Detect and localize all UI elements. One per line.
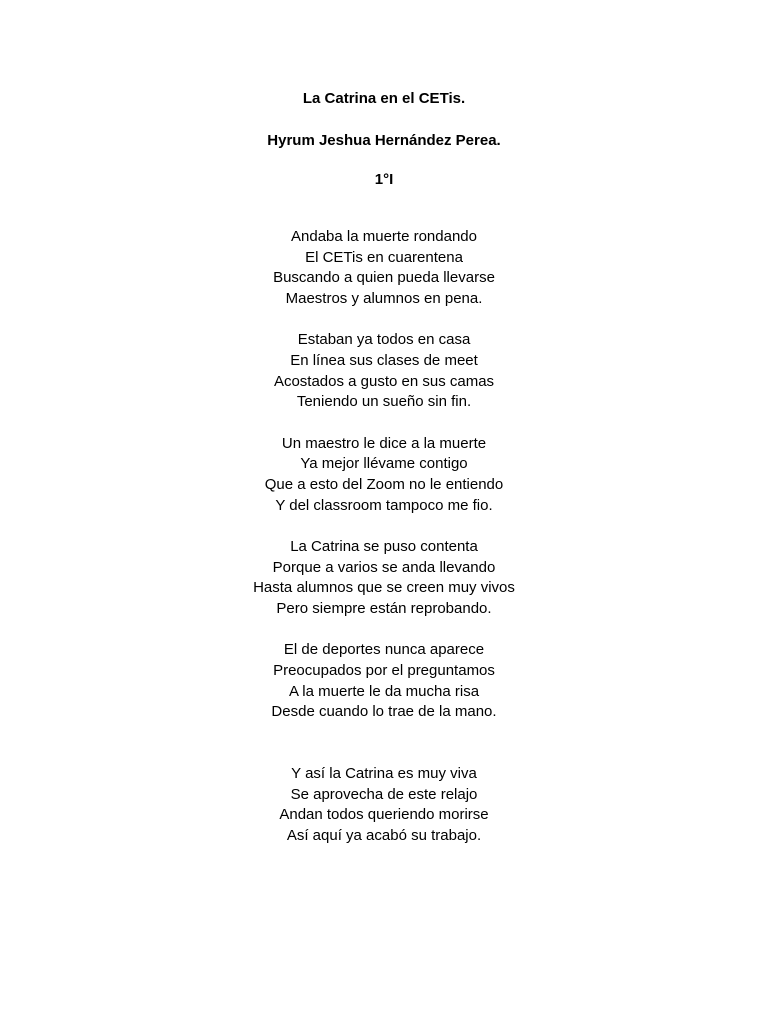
stanza [0,537,768,620]
poem-line: Se aprovecha de este relajo [290,785,478,803]
poem-line: Andaba la muerte rondando [291,228,477,245]
poem-line: Y del classroom tampoco me fio. [275,496,493,514]
poem-title: La Catrina en el CETis. [302,90,466,107]
poem-line: Estaban ya todos en casa [297,331,471,349]
poem-line: Acostados a gusto en sus camas [273,372,495,390]
class-group: 1°I [374,171,394,188]
poem-line: Ya mejor llévame contigo [300,455,468,473]
poem-line: La Catrina se puso contenta [290,537,478,555]
poem-line: Así aquí ya acabó su trabajo. [286,827,482,845]
stanza [0,640,768,723]
poem-line: Preocupados por el preguntamos [273,661,495,679]
poem-line: El de deportes nunca aparece [283,641,485,659]
poem-line: Que a esto del Zoom no le entiendo [264,476,504,494]
poem-line: En línea sus clases de meet [290,352,478,370]
poem-line: Buscando a quien pueda llevarse [273,269,495,287]
poem-line: Un maestro le dice a la muerte [281,434,487,452]
author-name: Hyrum Jeshua Hernández Perea. [267,132,501,149]
stanza [0,227,768,310]
stanza [0,764,768,847]
stanza [0,434,768,517]
poem-body [0,227,768,847]
poem-line: Porque a varios se anda llevando [272,558,496,576]
poem-line: Maestros y alumnos en pena. [285,290,483,308]
poem-line: Y así la Catrina es muy viva [291,765,477,783]
poem-line: A la muerte le da mucha risa [288,682,480,700]
poem-line: Pero siempre están reprobando. [276,600,492,618]
poem-line: Andan todos queriendo morirse [279,806,489,824]
poem-line: El CETis en cuarentena [305,248,463,266]
poem-line: Desde cuando lo trae de la mano. [271,703,497,721]
poem-line: Hasta alumnos que se creen muy vivos [253,579,515,597]
poem-line: Teniendo un sueño sin fin. [296,393,472,411]
stanza [0,330,768,413]
